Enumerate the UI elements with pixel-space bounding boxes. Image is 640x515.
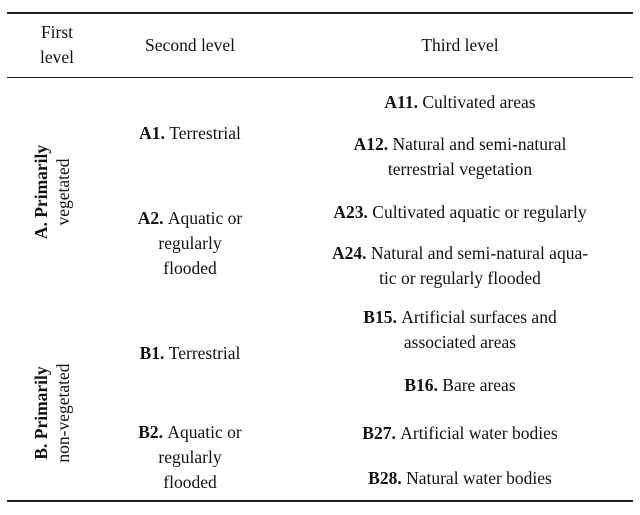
third-level-b27: B27. Artificial water bodies: [362, 423, 558, 443]
first-level-b: [30, 328, 76, 498]
second-level-b1: B1. Terrestrial: [139, 343, 241, 363]
third-level-a12: A12. Natural and semi-natural terrestrial vegetation: [353, 134, 567, 179]
third-level-b16: B16. Bare areas: [404, 375, 516, 395]
first-level-a-bold: A. Primarily: [31, 144, 51, 240]
header-rule: [7, 77, 633, 78]
second-level-b2: B2. Aquatic or regularly flooded: [138, 422, 242, 492]
first-level-b-bold: B. Primarily: [31, 366, 51, 460]
third-level-b28: B28. Natural water bodies: [368, 468, 552, 488]
bottom-rule: [7, 500, 633, 502]
second-level-a1: A1. Terrestrial: [139, 123, 241, 143]
top-rule: [7, 12, 633, 14]
header-second-level: Second level: [145, 35, 235, 55]
third-level-a23: A23. Cultivated aquatic or regularly: [333, 202, 587, 222]
third-level-b15: B15. Artificial surfaces and associated areas: [363, 307, 557, 352]
first-level-a: [30, 107, 76, 277]
header-third-level: Third level: [421, 35, 499, 55]
first-level-b-sub: non-vegetated: [53, 363, 73, 463]
third-level-a11: A11. Cultivated areas: [384, 92, 536, 112]
third-level-a24: A24. Natural and semi-natural aqua- tic or regularly flooded: [331, 243, 589, 288]
second-level-a2: A2. Aquatic or regularly flooded: [137, 208, 243, 278]
header-first-level: First level: [39, 22, 74, 67]
first-level-a-sub: vegetated: [53, 158, 73, 226]
